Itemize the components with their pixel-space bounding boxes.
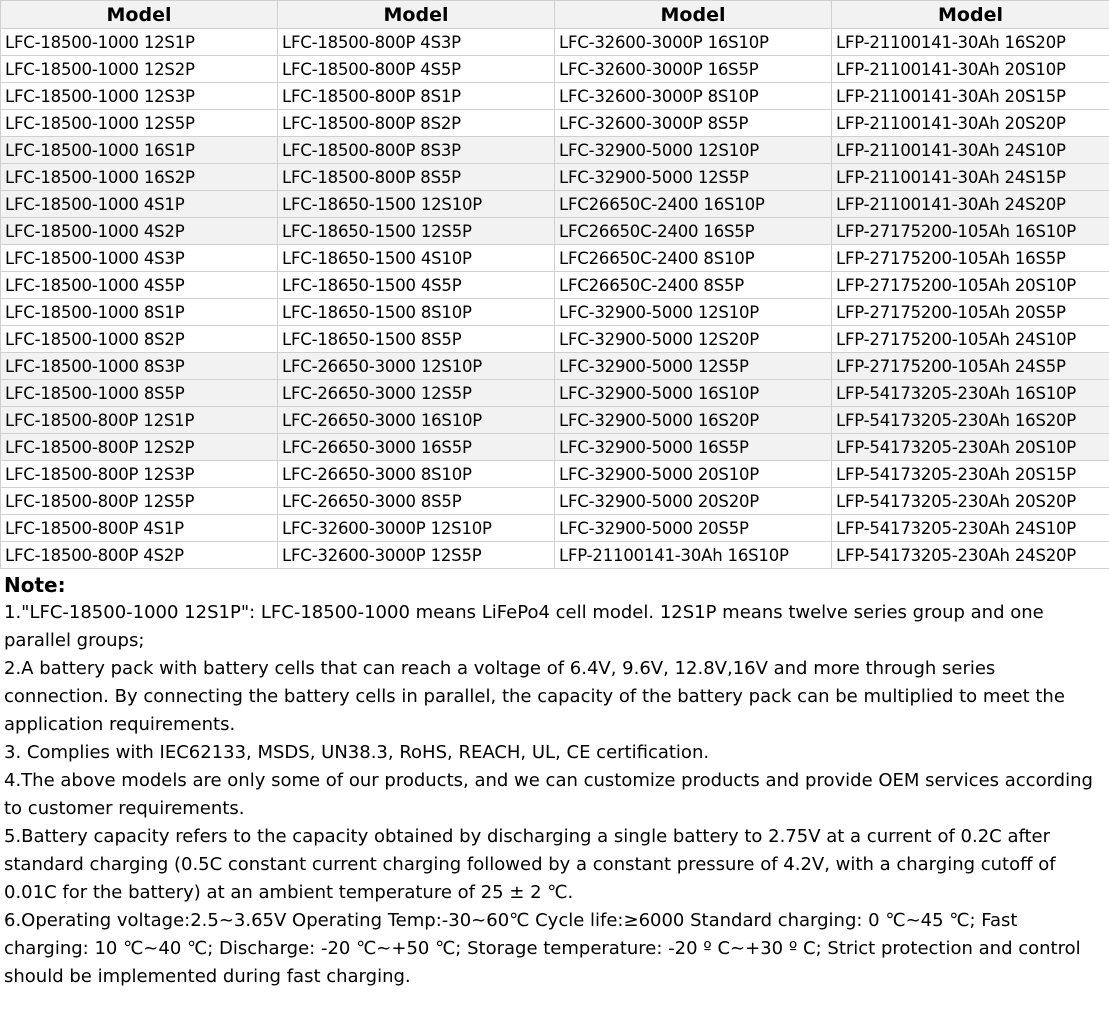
model-cell: LFC-18500-800P 8S1P [278,83,555,110]
model-cell: LFC-18500-800P 4S2P [1,542,278,569]
column-header-model-1: Model [1,1,278,29]
model-cell: LFP-54173205-230Ah 20S10P [832,434,1109,461]
table-row [1,164,1109,191]
model-cell: LFC-32600-3000P 16S10P [555,29,832,56]
table-row [1,56,1109,83]
model-cell: LFC-26650-3000 12S5P [278,380,555,407]
model-cell: LFC-32900-5000 20S20P [555,488,832,515]
model-cell: LFP-54173205-230Ah 24S10P [832,515,1109,542]
model-cell: LFP-21100141-30Ah 16S20P [832,29,1109,56]
note-item: 6.Operating voltage:2.5~3.65V Operating Temp:-30~60℃ Cycle life:≥6000 Standard charging: 0 ℃~45 ℃; Fast charging: 10 ℃~40 ℃; Discharge: -20 ℃~+50 ℃; Storage temperature: -20 º C~+30 º C; Strict protection and control should be implemented during fast charging. [4,910,1081,987]
model-cell: LFC-18500-800P 12S2P [1,434,278,461]
table-row [1,110,1109,137]
model-cell: LFP-21100141-30Ah 20S20P [832,110,1109,137]
model-cell: LFP-54173205-230Ah 20S15P [832,461,1109,488]
model-cell: LFP-27175200-105Ah 24S10P [832,326,1109,353]
table-row [1,407,1109,434]
model-cell: LFC-18650-1500 8S5P [278,326,555,353]
model-cell: LFC-18650-1500 4S10P [278,245,555,272]
model-rows [1,29,1109,569]
model-cell: LFP-21100141-30Ah 24S10P [832,137,1109,164]
model-cell: LFC-26650-3000 12S10P [278,353,555,380]
model-cell: LFC-32600-3000P 8S10P [555,83,832,110]
table-row [1,488,1109,515]
model-cell: LFC-18650-1500 4S5P [278,272,555,299]
model-cell: LFC-32900-5000 12S5P [555,353,832,380]
model-cell: LFC-26650-3000 8S5P [278,488,555,515]
table-row [1,137,1109,164]
note-item: 2.A battery pack with battery cells that can reach a voltage of 6.4V, 9.6V, 12.8V,16V and more through series connection. By connecting the battery cells in parallel, the capacity of the battery pack can be multiplied to meet the application requirements. [4,658,1065,735]
model-cell: LFC-18500-800P 8S2P [278,110,555,137]
table-row [1,326,1109,353]
model-cell: LFC-18500-1000 12S1P [1,29,278,56]
model-cell: LFP-21100141-30Ah 16S10P [555,542,832,569]
table-row [1,83,1109,110]
model-cell: LFC-18500-800P 8S5P [278,164,555,191]
model-cell: LFC-32900-5000 12S10P [555,137,832,164]
table-row [1,515,1109,542]
notes-section [0,569,1109,991]
table-row [1,218,1109,245]
model-cell: LFC-18500-800P 4S1P [1,515,278,542]
model-cell: LFC-18500-1000 8S3P [1,353,278,380]
model-cell: LFP-54173205-230Ah 16S20P [832,407,1109,434]
model-cell: LFP-54173205-230Ah 16S10P [832,380,1109,407]
column-header-model-4: Model [832,1,1109,29]
model-cell: LFC-18500-800P 8S3P [278,137,555,164]
model-cell: LFC-18500-1000 8S1P [1,299,278,326]
model-cell: LFC-32900-5000 16S5P [555,434,832,461]
model-cell: LFC-18500-1000 4S5P [1,272,278,299]
model-cell: LFC-32900-5000 20S5P [555,515,832,542]
model-cell: LFC-18500-800P 12S5P [1,488,278,515]
model-cell: LFC-18650-1500 12S10P [278,191,555,218]
model-cell: LFC26650C-2400 8S5P [555,272,832,299]
model-cell: LFC-32600-3000P 8S5P [555,110,832,137]
model-cell: LFC26650C-2400 16S5P [555,218,832,245]
table-row [1,380,1109,407]
model-cell: LFC-18500-1000 12S2P [1,56,278,83]
model-cell: LFC-18650-1500 12S5P [278,218,555,245]
model-cell: LFC-32900-5000 16S10P [555,380,832,407]
model-cell: LFP-27175200-105Ah 16S5P [832,245,1109,272]
model-cell: LFP-54173205-230Ah 24S20P [832,542,1109,569]
model-cell: LFC-26650-3000 16S5P [278,434,555,461]
model-cell: LFC-18500-1000 8S2P [1,326,278,353]
model-cell: LFC-18500-1000 8S5P [1,380,278,407]
notes-title: Note: [4,573,66,597]
table-row [1,434,1109,461]
table-row [1,299,1109,326]
column-header-model-2: Model [278,1,555,29]
note-item: 3. Complies with IEC62133, MSDS, UN38.3, RoHS, REACH, UL, CE certification. [4,742,710,763]
model-cell: LFC-18500-1000 16S2P [1,164,278,191]
model-cell: LFC-18500-1000 12S5P [1,110,278,137]
model-cell: LFP-54173205-230Ah 20S20P [832,488,1109,515]
model-cell: LFC-18500-1000 4S2P [1,218,278,245]
table-row [1,542,1109,569]
model-cell: LFC-32900-5000 20S10P [555,461,832,488]
note-item: 4.The above models are only some of our products, and we can customize products and provide OEM services according to customer requirements. [4,770,1093,819]
table-row [1,191,1109,218]
model-cell: LFC26650C-2400 8S10P [555,245,832,272]
model-cell: LFC-32900-5000 16S20P [555,407,832,434]
note-item: 5.Battery capacity refers to the capacity obtained by discharging a single battery to 2.75V at a current of 0.2C after standard charging (0.5C constant current charging followed by a constant pressure of 4.2V, with a charging cutoff of 0.01C for the battery) at an ambient temperature of 25 ± 2 ℃. [4,826,1056,903]
model-cell: LFC-32900-5000 12S5P [555,164,832,191]
model-cell: LFC-18500-800P 4S5P [278,56,555,83]
model-cell: LFP-21100141-30Ah 20S15P [832,83,1109,110]
table-row [1,272,1109,299]
model-cell: LFP-27175200-105Ah 24S5P [832,353,1109,380]
model-cell: LFP-27175200-105Ah 16S10P [832,218,1109,245]
model-cell: LFC26650C-2400 16S10P [555,191,832,218]
table-row [1,245,1109,272]
model-cell: LFC-26650-3000 8S10P [278,461,555,488]
model-cell: LFC-18500-1000 12S3P [1,83,278,110]
model-cell: LFP-27175200-105Ah 20S5P [832,299,1109,326]
model-cell: LFC-18500-1000 4S1P [1,191,278,218]
model-cell: LFC-18500-1000 4S3P [1,245,278,272]
note-item: 1."LFC-18500-1000 12S1P": LFC-18500-1000 means LiFePo4 cell model. 12S1P means twelve series group and one parallel groups; [4,602,1044,651]
model-cell: LFC-18500-800P 12S3P [1,461,278,488]
model-cell: LFC-18500-800P 4S3P [278,29,555,56]
column-header-model-3: Model [555,1,832,29]
model-cell: LFC-32600-3000P 12S5P [278,542,555,569]
table-row [1,29,1109,56]
model-cell: LFC-32600-3000P 16S5P [555,56,832,83]
model-cell: LFC-26650-3000 16S10P [278,407,555,434]
model-cell: LFC-32900-5000 12S20P [555,326,832,353]
model-cell: LFC-18650-1500 8S10P [278,299,555,326]
model-cell: LFP-21100141-30Ah 24S20P [832,191,1109,218]
model-cell: LFP-21100141-30Ah 20S10P [832,56,1109,83]
table-row [1,461,1109,488]
table-row [1,353,1109,380]
model-cell: LFC-32900-5000 12S10P [555,299,832,326]
model-cell: LFC-18500-1000 16S1P [1,137,278,164]
model-cell: LFC-18500-800P 12S1P [1,407,278,434]
model-cell: LFC-32600-3000P 12S10P [278,515,555,542]
model-cell: LFP-27175200-105Ah 20S10P [832,272,1109,299]
model-cell: LFP-21100141-30Ah 24S15P [832,164,1109,191]
header-row [1,1,1109,29]
